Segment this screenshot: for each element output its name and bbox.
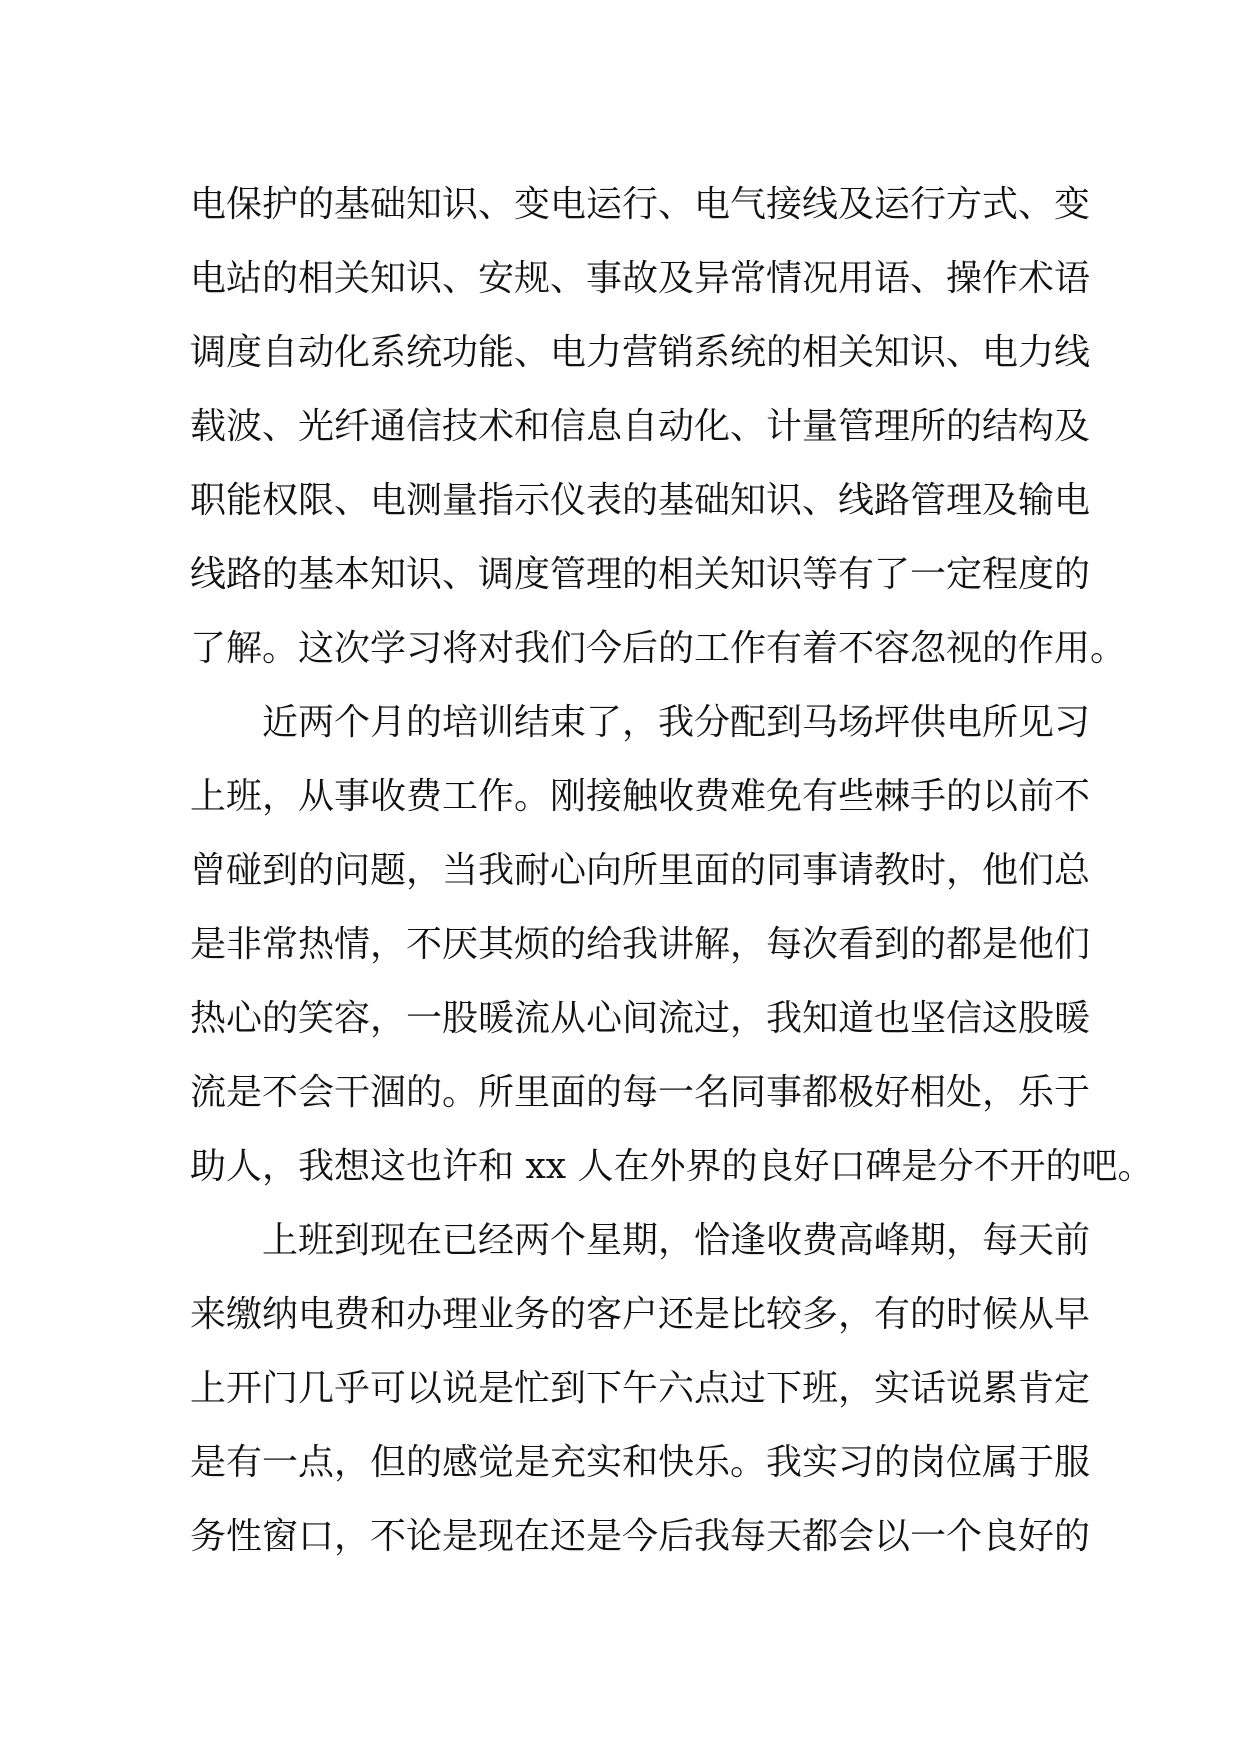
text-line: 热心的笑容，一股暖流从心间流过，我知道也坚信这股暖 <box>190 998 1091 1039</box>
text-line: 务性窗口，不论是现在还是今后我每天都会以一个良好的 <box>190 1516 1091 1557</box>
text-line: 曾碰到的问题，当我耐心向所里面的同事请教时，他们总 <box>190 850 1091 891</box>
body-text <box>190 168 1154 1574</box>
text-line: 线路的基本知识、调度管理的相关知识等有了一定程度的 <box>190 554 1091 595</box>
text-line: 来缴纳电费和办理业务的客户还是比较多，有的时候从早 <box>190 1294 1091 1335</box>
text-line: 上班，从事收费工作。刚接触收费难免有些棘手的以前不 <box>190 776 1091 817</box>
text-line: 职能权限、电测量指示仪表的基础知识、线路管理及输电 <box>190 480 1091 521</box>
text-line: 上班到现在已经两个星期，恰逢收费高峰期，每天前 <box>262 1220 1091 1261</box>
text-line: 调度自动化系统功能、电力营销系统的相关知识、电力线 <box>190 332 1091 373</box>
paragraph-1 <box>190 168 1127 686</box>
text-line: 电站的相关知识、安规、事故及异常情况用语、操作术语 <box>190 258 1091 299</box>
text-line: 电保护的基础知识、变电运行、电气接线及运行方式、变 <box>190 184 1091 225</box>
text-line: 是有一点，但的感觉是充实和快乐。我实习的岗位属于服 <box>190 1442 1091 1483</box>
text-line: 是非常热情，不厌其烦的给我讲解，每次看到的都是他们 <box>190 924 1091 965</box>
text-line: 载波、光纤通信技术和信息自动化、计量管理所的结构及 <box>190 406 1091 447</box>
paragraph-3 <box>190 1204 1091 1574</box>
text-line: 上开门几乎可以说是忙到下午六点过下班，实话说累肯定 <box>190 1368 1091 1409</box>
text-line: 助人，我想这也许和 xx 人在外界的良好口碑是分不开的吧。 <box>190 1146 1154 1187</box>
text-line: 流是不会干涸的。所里面的每一名同事都极好相处，乐于 <box>190 1072 1091 1113</box>
text-line: 近两个月的培训结束了，我分配到马场坪供电所见习 <box>262 702 1091 743</box>
paragraph-2 <box>190 686 1154 1204</box>
text-line: 了解。这次学习将对我们今后的工作有着不容忽视的作用。 <box>190 628 1127 669</box>
